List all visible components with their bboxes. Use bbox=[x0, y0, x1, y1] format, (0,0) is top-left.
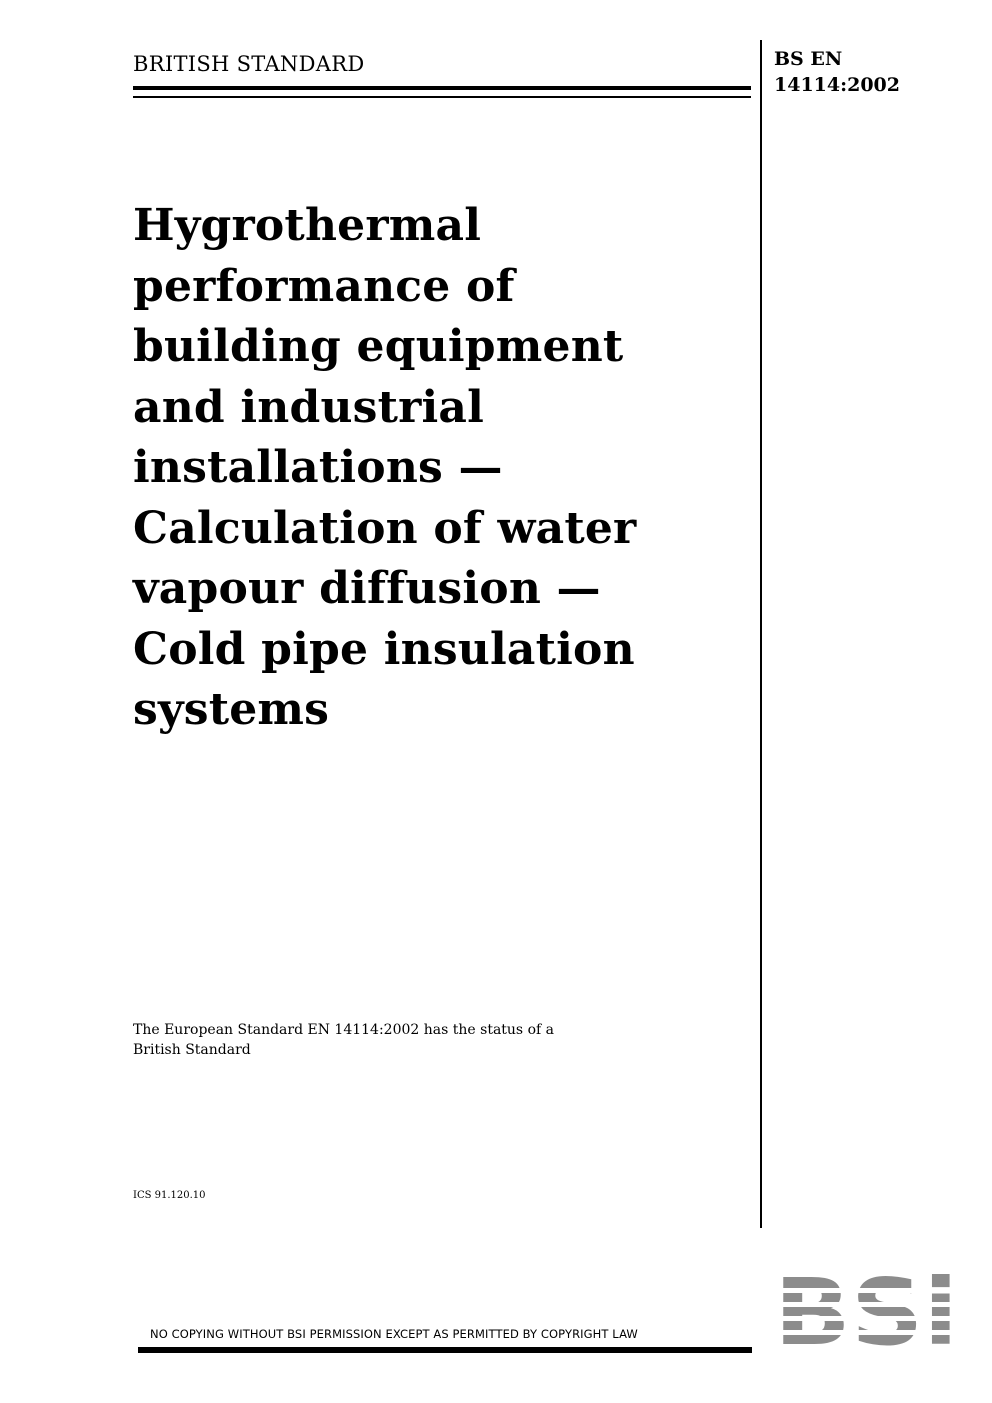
footer-rule bbox=[138, 1347, 752, 1353]
ics-code: ICS 91.120.10 bbox=[133, 1190, 206, 1201]
header-label: BRITISH STANDARD bbox=[133, 52, 365, 76]
title-line: systems bbox=[133, 684, 330, 735]
logo-stripe bbox=[774, 1330, 960, 1335]
standard-number-line1: BS EN bbox=[774, 48, 843, 70]
title-line: vapour diffusion — bbox=[133, 563, 601, 614]
status-note-line1: The European Standard EN 14114:2002 has the status of a bbox=[133, 1022, 554, 1038]
title-line: Cold pipe insulation bbox=[133, 623, 635, 675]
header-rule-thin bbox=[133, 96, 751, 98]
title-line: performance of bbox=[133, 260, 515, 312]
status-note bbox=[133, 1020, 554, 1060]
title-line: Hygrothermal bbox=[133, 200, 482, 251]
vertical-divider bbox=[760, 40, 762, 1228]
status-note-line2: British Standard bbox=[133, 1042, 251, 1058]
copyright-notice: NO COPYING WITHOUT BSI PERMISSION EXCEPT AS PERMITTED BY COPYRIGHT LAW bbox=[150, 1327, 638, 1341]
logo-fill bbox=[774, 1272, 960, 1354]
header-rule-thick bbox=[133, 86, 751, 90]
bsi-logo bbox=[774, 1272, 960, 1354]
logo-stripe bbox=[774, 1288, 960, 1293]
title-line: installations — bbox=[133, 442, 503, 493]
logo-stripe bbox=[774, 1302, 960, 1307]
document-title bbox=[133, 196, 743, 741]
title-line: Calculation of water bbox=[133, 502, 637, 554]
title-line: and industrial bbox=[133, 381, 485, 433]
standard-number-line2: 14114:2002 bbox=[774, 74, 900, 96]
standard-number bbox=[774, 46, 900, 98]
logo-stripe bbox=[774, 1316, 960, 1321]
title-line: building equipment bbox=[133, 321, 624, 372]
